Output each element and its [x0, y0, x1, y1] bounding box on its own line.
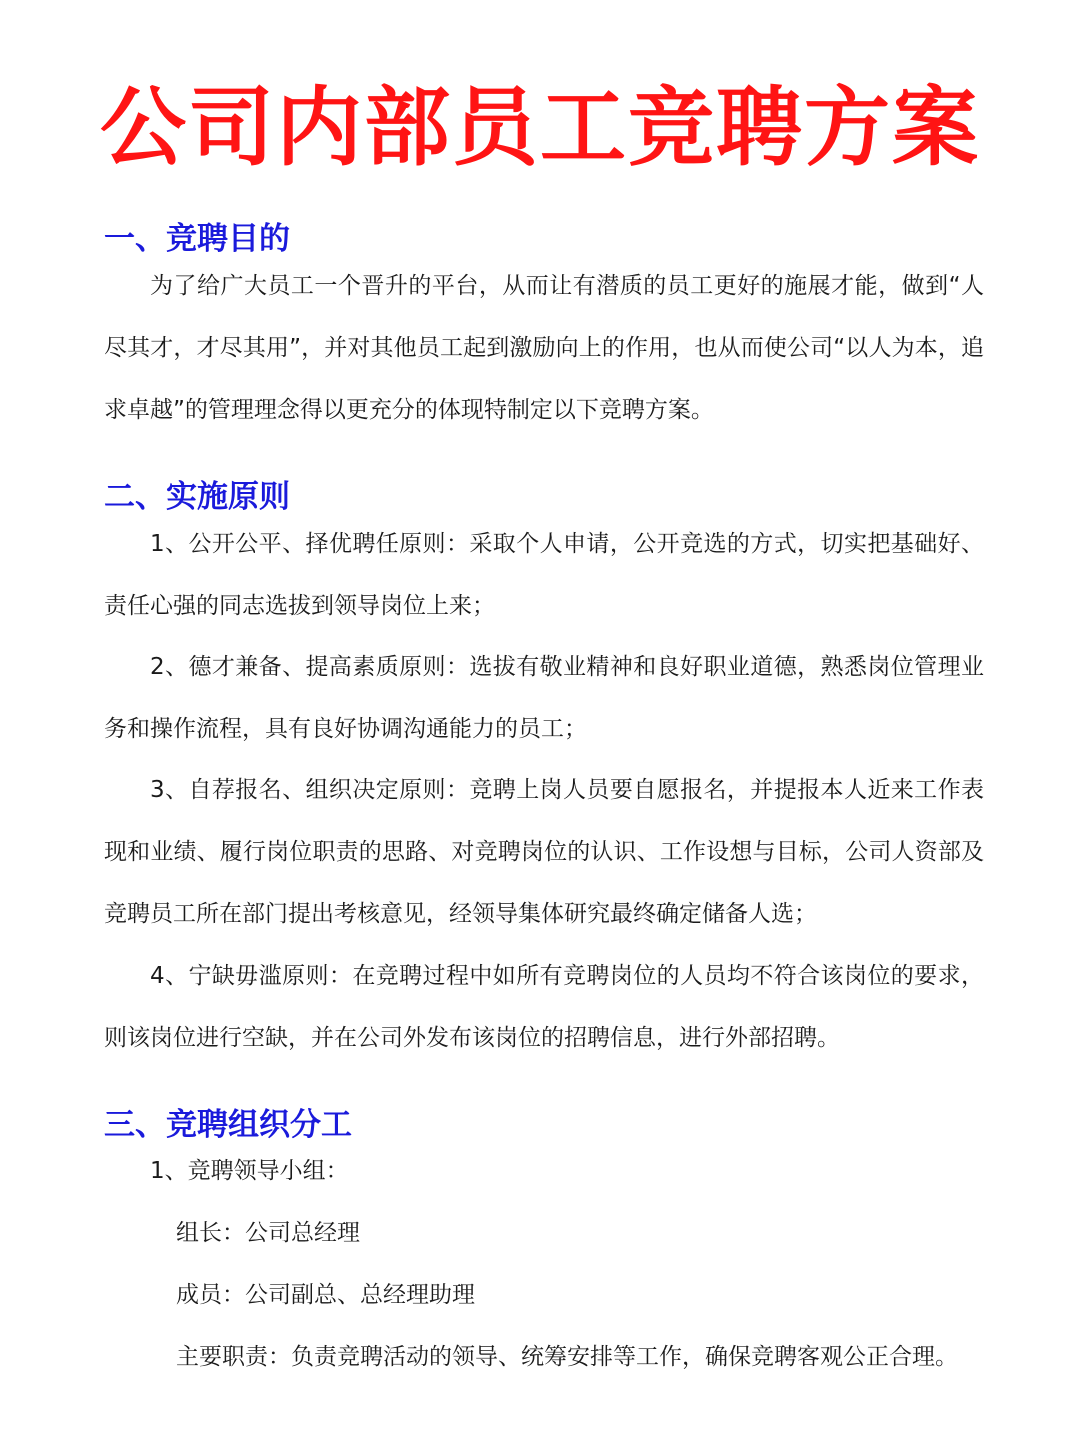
section-heading-principles: 二、实施原则: [104, 479, 290, 515]
paragraph-purpose: 为了给广大员工一个晋升的平台，从而让有潜质的员工更好的施展才能，做到“人尽其才，才尽其用”，并对其他员工起到激励向上的作用，也从而使公司“以人为本，追求卓越”的管理理念得以更充分的体现特制定以下竞聘方案。: [104, 273, 984, 423]
document-title: 公司内部员工竞聘方案: [100, 78, 980, 178]
section-heading-purpose: 一、竞聘目的: [104, 221, 290, 257]
paragraph-principle-4: 4、宁缺毋滥原则：在竞聘过程中如所有竞聘岗位的人员均不符合该岗位的要求，则该岗位进行空缺，并在公司外发布该岗位的招聘信息，进行外部招聘。: [104, 963, 984, 1051]
line-group-members: 成员：公司副总、总经理助理: [176, 1282, 475, 1308]
paragraph-principle-2: 2、德才兼备、提高素质原则：选拔有敬业精神和良好职业道德，熟悉岗位管理业务和操作流程，具有良好协调沟通能力的员工；: [104, 654, 984, 742]
line-main-duties: 主要职责：负责竞聘活动的领导、统筹安排等工作，确保竞聘客观公正合理。: [176, 1344, 958, 1370]
paragraph-principle-1: 1、公开公平、择优聘任原则：采取个人申请，公开竞选的方式，切实把基础好、责任心强的同志选拔到领导岗位上来；: [104, 531, 984, 619]
paragraph-principle-3: 3、自荐报名、组织决定原则：竞聘上岗人员要自愿报名，并提报本人近来工作表现和业绩、履行岗位职责的思路、对竞聘岗位的认识、工作设想与目标，公司人资部及竞聘员工所在部门提出考核意见，经领导集体研究最终确定储备人选；: [104, 777, 984, 927]
section-heading-organization: 三、竞聘组织分工: [104, 1107, 352, 1143]
list-item-leading-group: 1、竞聘领导小组：: [150, 1158, 349, 1184]
line-group-leader: 组长：公司总经理: [176, 1220, 360, 1246]
